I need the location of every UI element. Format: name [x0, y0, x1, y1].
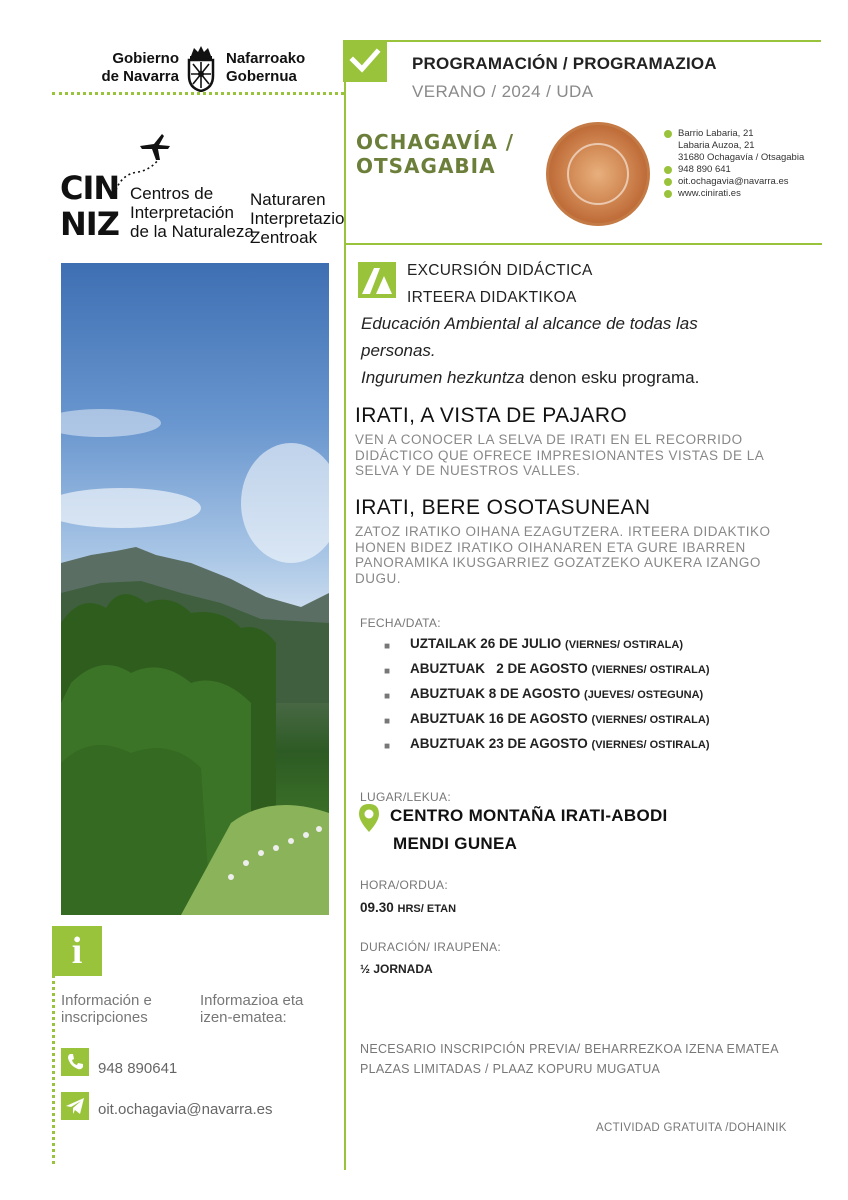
edu-line-3: [361, 368, 699, 388]
edu-line-3-italic: Ingurumen hezkuntza: [361, 368, 525, 387]
activity-desc-eu: ZATOZ IRATIKO OIHANA EZAGUTZERA. IRTEERA DIDAKTIKO HONEN BIDEZ IRATIKO OIHANAREN ETA GURE IBARREN PANORAMIKA IKUSGARRIEZ GOZATZEKO AUKERA IZANGO DUGU.: [355, 524, 771, 586]
duration-label: DURACIÓN/ IRAUPENA:: [360, 940, 502, 954]
ciniz-name-eu: [250, 190, 345, 247]
time-label: HORA/ORDUA:: [360, 878, 448, 892]
activity-type-eu: IRTEERA DIDAKTIKOA: [407, 289, 577, 306]
time-value: 09.30 HRS/ ETAN: [360, 900, 457, 915]
address-email[interactable]: oit.ochagavia@navarra.es: [664, 176, 804, 188]
web-small-icon: [664, 190, 672, 198]
ciniz-mark-line1: CIN: [60, 169, 120, 207]
address-phone: 948 890 641: [664, 164, 804, 176]
mid-rule: [346, 243, 822, 245]
ciniz-logo: [60, 132, 345, 252]
edu-line-1: Educación Ambiental al alcance de todas las: [361, 314, 698, 333]
checkmark-icon: [343, 40, 387, 82]
gov-name-es: [96, 50, 179, 86]
edu-line-3-rest: denon esku programa.: [524, 368, 700, 387]
ciniz-es-line3: de la Naturaleza: [130, 222, 254, 241]
date-item: ■ ABUZTUAK 8 DE AGOSTO (JUEVES/ OSTEGUNA): [384, 686, 704, 702]
address-line-3: 31680 Ochagavía / Otsagabia: [678, 152, 805, 163]
gov-name-eu: [226, 50, 316, 86]
date-list: [382, 636, 802, 761]
address-line-2: Labaria Auzoa, 21: [678, 140, 755, 151]
gov-eu-line2: Gobernua: [226, 68, 297, 85]
info-icon: [52, 926, 102, 976]
ciniz-name-es: [130, 184, 254, 241]
activity-title-eu: IRATI, BERE OSOTASUNEAN: [355, 496, 651, 519]
info-label-eu: Informazioa eta izen-ematea:: [200, 992, 304, 1026]
phone-icon: [61, 1048, 89, 1076]
column-divider: [344, 40, 346, 1170]
activity-title-es: IRATI, A VISTA DE PAJARO: [355, 404, 628, 427]
ciniz-eu-line1: Naturaren: [250, 190, 326, 209]
date-item: ■ UZTAILAK 26 DE JULIO (VIERNES/ OSTIRALA): [384, 636, 683, 652]
place-line-2: MENDI GUNEA: [393, 834, 518, 853]
date-item: ■ ABUZTUAK 2 DE AGOSTO (VIERNES/ OSTIRALA): [384, 661, 710, 677]
bullet-icon: ■: [384, 741, 391, 752]
hiking-icon: [358, 262, 396, 298]
gov-es-line1: Gobierno: [112, 50, 179, 67]
contact-phone[interactable]: 948 890641: [98, 1060, 178, 1077]
header-divider: [52, 92, 344, 95]
ciniz-eu-line3: Zentroak: [250, 228, 318, 247]
send-mail-icon: [61, 1092, 89, 1120]
irati-seal-logo: [546, 122, 650, 226]
address-line-1: Barrio Labaria, 21: [664, 128, 804, 140]
info-glyph: i: [71, 930, 83, 972]
center-name-line1: OCHAGAVÍA /: [356, 130, 515, 154]
center-name: [356, 130, 514, 178]
date-item: ■ ABUZTUAK 16 DE AGOSTO (VIERNES/ OSTIRALA): [384, 711, 710, 727]
bullet-icon: ■: [384, 716, 391, 727]
ciniz-es-line1: Centros de: [130, 184, 214, 203]
phone-small-icon: [664, 166, 672, 174]
bullet-icon: ■: [384, 641, 391, 652]
edu-line-2: personas.: [361, 341, 436, 360]
free-activity-note: ACTIVIDAD GRATUITA /DOHAINIK: [596, 1122, 787, 1134]
government-logo: [96, 44, 316, 92]
bird-icon: [138, 132, 172, 162]
duration-value: ½ JORNADA: [360, 962, 433, 976]
date-label: FECHA/DATA:: [360, 616, 441, 630]
top-rule: [387, 40, 821, 42]
limited-places-note: PLAZAS LIMITADAS / PLAAZ KOPURU MUGATUA: [360, 1062, 661, 1076]
center-address: [664, 128, 804, 200]
contact-email[interactable]: oit.ochagavia@navarra.es: [98, 1101, 273, 1118]
navarra-crest-icon: [184, 44, 218, 92]
landscape-photo: [61, 263, 329, 915]
ciniz-es-line2: Interpretación: [130, 203, 234, 222]
bullet-icon: ■: [384, 691, 391, 702]
program-subtitle: VERANO / 2024 / UDA: [412, 82, 594, 101]
gov-es-line2: de Navarra: [101, 68, 179, 85]
activity-desc-es: VEN A CONOCER LA SELVA DE IRATI EN EL RECORRIDO DIDÁCTICO QUE OFRECE IMPRESIONANTES VISTAS DE LA SELVA Y DE NUESTROS VALLES.: [355, 432, 764, 478]
center-name-line2: OTSAGABIA: [356, 154, 496, 178]
seal-inner-ring: [567, 143, 629, 205]
ciniz-mark: [60, 170, 122, 244]
place-label: LUGAR/LEKUA:: [360, 790, 451, 804]
info-label-es: Información e inscripciones: [61, 992, 152, 1026]
mountain-forest-illustration: [61, 263, 329, 915]
place-line-1: CENTRO MONTAÑA IRATI-ABODI: [390, 806, 668, 825]
gov-eu-line1: Nafarroako: [226, 50, 306, 67]
location-pin-icon: [358, 803, 380, 833]
mail-small-icon: [664, 178, 672, 186]
activity-type-es: EXCURSIÓN DIDÁCTICA: [407, 262, 593, 279]
ciniz-mark-line2: NIZ: [60, 205, 119, 243]
ciniz-eu-line2: Interpretazio: [250, 209, 345, 228]
inscription-note: NECESARIO INSCRIPCIÓN PREVIA/ BEHARREZKOA IZENA EMATEA: [360, 1042, 779, 1056]
bullet-icon: ■: [384, 666, 391, 677]
address-web[interactable]: www.cinirati.es: [664, 188, 804, 200]
program-title: PROGRAMACIÓN / PROGRAMAZIOA: [412, 54, 717, 73]
location-pin-icon: [664, 130, 672, 138]
date-item: ■ ABUZTUAK 23 DE AGOSTO (VIERNES/ OSTIRALA): [384, 736, 710, 752]
